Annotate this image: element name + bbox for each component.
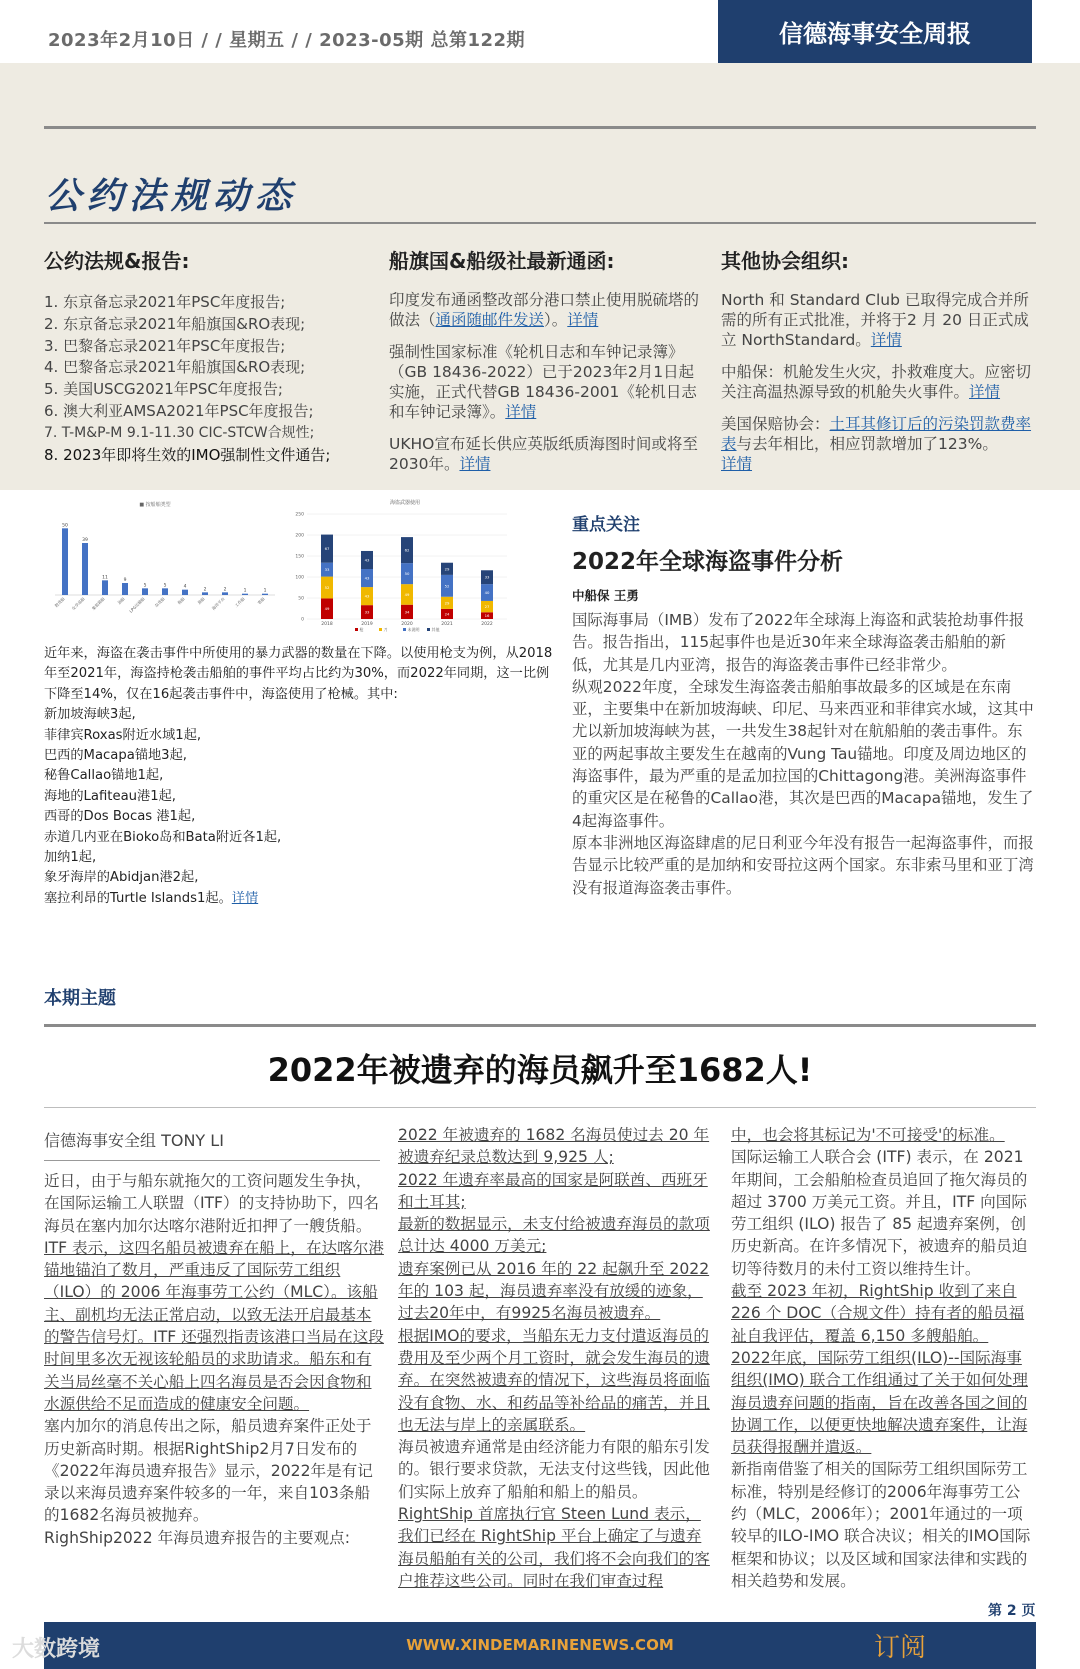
report-link-2[interactable]: 2. 东京备忘录2021年船旗国&RO表现; <box>44 314 306 333</box>
divider <box>44 222 1036 224</box>
details-link[interactable]: 详情 <box>505 403 537 421</box>
legend-label: 枪 <box>359 627 364 632</box>
details-link[interactable]: 详情 <box>567 311 599 329</box>
report-list <box>44 292 384 466</box>
bar <box>262 594 268 595</box>
data-label: 62 <box>404 547 410 553</box>
details-link[interactable]: 详情 <box>459 455 491 473</box>
data-label: 24 <box>444 611 450 617</box>
details-link[interactable]: 详情 <box>969 383 1001 401</box>
piracy-charts <box>45 497 555 637</box>
tick-label: 渔船 <box>196 596 206 606</box>
ship-type-chart <box>53 501 275 614</box>
theme-paragraph: RighShip2022 年海员遗弃报告的主要观点: <box>44 1528 350 1547</box>
footer-bar <box>44 1622 1036 1669</box>
divider <box>44 1160 380 1161</box>
divider <box>44 1024 1036 1027</box>
bar <box>82 543 88 595</box>
theme-paragraph: 塞内加尔的消息传出之际，船员遗弃案件正处于历史新高时期。根据RightShip2月7日发布的《2022年海员遗弃报告》显示，2022年是有记录以来海员遗弃案件较多的一年，来自103条船的1682名海员被抛弃。 <box>44 1417 373 1525</box>
bar <box>102 580 108 595</box>
tick-label: 0 <box>301 617 304 623</box>
theme-paragraph: 最新的数据显示，未支付给被遗弃海员的款项总计达 4000 万美元; <box>398 1215 710 1256</box>
theme-paragraph: 2022年底，国际劳工组织(ILO)--国际海事组织(IMO) 联合工作组通过了关于如何处理海员遗弃问题的指南，旨在改善各国之间的协调工作，以便更快地解决遗弃案件，让海员获得报酬并遣返。 <box>731 1348 1028 1457</box>
tick-label: 杂货船 <box>153 596 166 609</box>
brand-banner: 信德海事安全周报 <box>718 0 1032 63</box>
legend-label: 未说明 <box>407 627 420 632</box>
col1-heading: 公约法规&报告: <box>44 249 190 273</box>
data-label: 39 <box>82 538 88 543</box>
chart-title: ■ 按船舶类型 <box>139 502 171 508</box>
data-label: 27 <box>484 604 490 610</box>
incident-line: 秘鲁Callao锚地1起, <box>44 768 164 784</box>
data-label: 43 <box>364 557 370 563</box>
data-label: 1 <box>263 588 267 594</box>
tick-label: 工作船 <box>233 596 246 609</box>
tick-label: 2020 <box>401 622 413 627</box>
tick-label: 海洋平台 <box>210 596 226 612</box>
bar <box>182 590 188 595</box>
data-label: 9 <box>123 578 127 583</box>
incident-line: 象牙海岸的Abidjan港2起, <box>44 870 199 886</box>
data-label: 5 <box>143 583 147 589</box>
col2-heading: 船旗国&船级社最新通函: <box>389 249 615 273</box>
details-link[interactable]: 详情 <box>870 331 902 349</box>
tick-label: 油船 <box>116 596 126 606</box>
data-label: 43 <box>364 593 370 599</box>
focus-paragraph: 纵观2022年度，全球发生海盗袭击船舶事故最多的区域是在东南亚，主要集中在新加坡海峡、印尼、马来西亚和菲律宾水域，这其中尤以新加坡海峡为甚，一共发生38起针对在航船舶的袭击事件。东亚的两起事故主要发生在越南的Vung Tau锚地。印度及周边地区的海盗事件，最为严重的是孟加拉国的Chittagong港。美洲海盗事件的重灾区是在秘鲁的Callao港，其次是巴西的Macapa锚地，发生了4起海盗事件。 <box>572 677 1034 830</box>
details-link[interactable]: 详情 <box>231 890 259 906</box>
association-news <box>721 290 1041 486</box>
bar <box>162 588 168 595</box>
data-label: 34 <box>404 609 410 615</box>
divider <box>44 1107 1036 1108</box>
report-link-5[interactable]: 5. 美国USCG2021年PSC年度报告; <box>44 380 283 399</box>
tick-label: 200 <box>295 533 304 539</box>
theme-paragraph: ITF 表示，这四名船员被遗弃在船上，在达喀尔港锚地锚泊了数月，严重违反了国际劳工组织（ILO）的 2006 年海事劳工公约（MLC）。该船主、副机均无法正常启动，以致无法开启最基本的警告信号灯。ITF 还强烈指责该港口当局在这段时间里多次无视该轮船员的求助请求。船东和有关当局丝毫不关心船上四名海员是否会因食物和水源供给不足而造成的健康安全问题。 <box>44 1238 384 1413</box>
tick-label: 50 <box>298 596 304 602</box>
data-label: 4 <box>183 584 187 590</box>
focus-author: 中船保 王勇 <box>572 588 639 603</box>
bar <box>242 594 248 595</box>
legend-swatch <box>427 628 430 631</box>
tick-label: 2022 <box>481 622 493 627</box>
page-number: 第 2 页 <box>988 1603 1036 1619</box>
watermark: 大数跨境 <box>12 1637 101 1662</box>
col3-heading: 其他协会组织: <box>721 249 849 273</box>
data-label: 52 <box>444 583 450 589</box>
focus-paragraph: 国际海事局（IMB）发布了2022年全球海上海盗和武装抢劫事件报告。报告指出，115起事件也是近30年来全球海盗袭击船舶的新低，尤其是几内亚湾，报告的海盗袭击事件已经非常少。 <box>572 611 1025 674</box>
theme-paragraph: 中，也会将其标记为'不可接受'的标准。 <box>731 1126 1005 1144</box>
bar <box>202 592 208 595</box>
tick-label: LPG运输船 <box>128 596 146 614</box>
data-label: 49 <box>404 591 410 597</box>
legend-swatch <box>379 628 382 631</box>
data-label: 33 <box>364 609 370 615</box>
data-label: 50 <box>404 571 410 577</box>
theme-title: 2022年被遗弃的海员飙升至1682人! <box>267 1051 813 1089</box>
incident-line: 巴西的Macapa锚地3起, <box>44 748 187 764</box>
website-link[interactable]: WWW.XINDEMARINENEWS.COM <box>406 1636 674 1654</box>
divider <box>44 126 1036 129</box>
legend-label: 刀 <box>383 627 388 632</box>
tick-label: 集装箱船 <box>90 596 106 612</box>
notice-gb-standard: 强制性国家标准《轮机日志和车钟记录簿》（GB 18436-2022）已于2023年2月1日起实施，正式代替GB 18436-2001《轮机日志和车钟记录簿》。详情 <box>389 343 697 421</box>
tick-label: 2021 <box>441 622 453 627</box>
theme-paragraph: 截至 2023 年初，RightShip 收到了来自 226 个 DOC（合规文件）持有者的船员福祉自我评估，覆盖 6,150 多艘船舶。 <box>731 1282 1025 1345</box>
data-label: 16 <box>484 613 490 619</box>
theme-paragraph: 2022 年遗弃率最高的国家是阿联酋、西班牙和土耳其; <box>398 1170 708 1211</box>
data-label: 5 <box>163 583 167 589</box>
data-label: 40 <box>484 590 490 596</box>
data-label: 33 <box>484 574 490 580</box>
fine-table-link[interactable]: 土耳其修订后的污染罚款费率表 <box>721 415 1032 453</box>
data-label: 2 <box>203 587 207 593</box>
focus-tag: 重点关注 <box>572 515 640 535</box>
theme-author: 信德海事安全组 TONY LI <box>44 1131 224 1150</box>
report-link-3[interactable]: 3. 巴黎备忘录2021年PSC年度报告; <box>44 336 286 355</box>
incident-line: 赤道几内亚在Bioko岛和Bata附近各1起, <box>44 829 282 845</box>
bar <box>142 588 148 595</box>
subscribe-button[interactable]: 订阅 <box>874 1633 927 1663</box>
data-label: 2 <box>223 587 227 593</box>
theme-paragraph: RightShip 首席执行官 Steen Lund 表示，我们已经在 RightShip 平台上确定了与遗弃海员船舶有关的公司，我们将不会向我们的客户推荐这些公司。同时在我们审查过程 <box>398 1505 710 1590</box>
tick-label: 散货船 <box>53 596 66 609</box>
report-link-1[interactable]: 1. 东京备忘录2021年PSC年度报告; <box>44 293 286 311</box>
data-label: 67 <box>324 546 330 552</box>
focus-paragraph: 原本非洲地区海盗肆虐的尼日利亚今年没有报告一起海盗事件，而报告显示比较严重的是加纳和安哥拉这两个国家。东非索马里和亚丁湾没有报道海盗袭击事件。 <box>572 833 1034 897</box>
data-label: 33 <box>324 567 330 573</box>
news-cpi-fire: 中船保：机舱发生火灾，扑救难度大。应密切关注高温热源导致的机舱失火事件。详情 <box>721 363 1032 401</box>
tick-label: 2018 <box>321 622 333 627</box>
notice-ukho: UKHO宣布延长供应英版纸质海图时间或将至2030年。详情 <box>389 435 698 473</box>
legend-label: 其他 <box>431 627 440 632</box>
tick-label: 100 <box>295 575 304 581</box>
incident-line: 新加坡海峡3起, <box>44 707 136 723</box>
theme-column-3 <box>731 1124 1031 1592</box>
theme-column-1 <box>44 1170 384 1549</box>
incident-line: 加纳1起, <box>44 850 97 866</box>
piracy-weapons-text <box>44 644 554 909</box>
focus-body <box>572 609 1034 899</box>
section-title: 公约法规动态 <box>45 176 298 217</box>
report-link-8[interactable]: 8. 2023年即将生效的IMO强制性文件通告; <box>44 445 331 464</box>
report-link-6[interactable]: 6. 澳大利亚AMSA2021年PSC年度报告; <box>44 401 314 420</box>
legend-swatch <box>355 628 358 631</box>
issue-date-line: 2023年2月10日 / / 星期五 / / 2023-05期 总第122期 <box>48 30 526 51</box>
data-label: 52 <box>324 585 330 590</box>
data-label: 29 <box>444 566 450 572</box>
tick-label: 2019 <box>361 622 373 627</box>
details-link[interactable]: 详情 <box>721 455 753 473</box>
theme-paragraph: 新指南借鉴了相关的国际劳工组织国际劳工标准，特别是经修订的2006年海事劳工公约（MLC，2006年）；2001年通过的一项较早的ILO-IMO 联合决议；相关的IMO国际框架和协议；以及区域和国家法律和实践的相关趋势和发展。 <box>731 1460 1031 1590</box>
focus-title: 2022年全球海盗事件分析 <box>572 549 844 575</box>
theme-paragraph: 2022 年被遗弃的 1682 名海员使过去 20 年被遗弃纪录总数达到 9,925 人; <box>398 1126 710 1167</box>
data-label: 49 <box>324 606 330 612</box>
circular-link[interactable]: 通函随邮件发送 <box>435 311 545 329</box>
legend-swatch <box>403 628 406 631</box>
theme-paragraph: 国际运输工人联合会 (ITF) 表示，在 2021 年期间，工会船舶检查员追回了拖欠海员的超过 3700 万美元工资。并且，ITF 向国际劳工组织 (ILO) 报告了 85 起遗弃案例，创历史新高。在许多情况下，被遗弃的船员迫切等待数月的未付工资以维持生计。 <box>731 1148 1028 1278</box>
news-turkey-fines: 美国保赔协会：土耳其修订后的污染罚款费率表与去年相比，相应罚款增加了123%。 详情 <box>721 415 1032 473</box>
flag-notices <box>389 290 709 486</box>
theme-paragraph: 海员被遗弃通常是由经济能力有限的船东引发的。银行要求贷款，无法支付这些钱，因此他们实际上放弃了船舶和船上的船员。 <box>398 1438 710 1501</box>
tick-label: 客船 <box>256 596 266 606</box>
incident-line: 海地的Lafiteau港1起, <box>44 788 176 804</box>
theme-paragraph: 近日，由于与船东就拖欠的工资问题发生争执，在国际运输工人联盟（ITF）的支持协助下，四名海员在塞内加尔达喀尔港附近扣押了一艘货船。 <box>44 1172 379 1235</box>
tick-label: 化学品船 <box>70 596 86 612</box>
weapons-intro: 近年来，海盗在袭击事件中所使用的暴力武器的数量在下降。以使用枪支为例，从2018年至2021年，海盗持枪袭击船舶的事件平均占比约为30%，而2022年同期，这一比例下降至14%，仅在16起袭击事件中，海盗使用了枪械。其中: <box>44 646 553 702</box>
theme-column-2 <box>398 1124 710 1592</box>
tick-label: 250 <box>295 512 304 518</box>
data-label: 29 <box>444 600 450 606</box>
data-label: 43 <box>364 575 370 581</box>
tick-label: 150 <box>295 554 304 560</box>
news-northstandard: North 和 Standard Club 已取得完成合并所需的所有正式批准，并将于2 月 20 日正式成立 NorthStandard。详情 <box>721 291 1029 349</box>
bar <box>222 592 228 595</box>
theme-tag: 本期主题 <box>44 988 116 1009</box>
data-label: 50 <box>62 523 68 529</box>
chart-title: 海盗武器使用 <box>389 500 421 506</box>
notice-india: 印度发布通函整改部分港口禁止使用脱硫塔的做法（通函随邮件发送）。详情 <box>389 291 700 329</box>
bar <box>62 528 68 595</box>
theme-paragraph: 根据IMO的要求，当船东无力支付遣返海员的费用及至少两个月工资时，就会发生海员的遗弃。在突然被遗弃的情况下，这些海员将面临没有食物、水、和药品等补给品的痛苦，并且也无法与岸上的亲属联系。 <box>398 1326 710 1434</box>
report-link-4[interactable]: 4. 巴黎备忘录2021年船旗国&RO表现; <box>44 358 306 377</box>
report-link-7[interactable]: 7. T-M&P-M 9.1-11.30 CIC-STCW合规性; <box>44 424 315 441</box>
data-label: 11 <box>102 575 108 581</box>
incident-line: 塞拉利昂的Turtle Islands1起。详情 <box>44 890 259 906</box>
weapon-use-chart <box>295 499 507 632</box>
tick-label: 拖船 <box>176 596 186 606</box>
bar <box>122 583 128 595</box>
theme-paragraph: 遗弃案例已从 2016 年的 22 起飙升至 2022 年的 103 起，海员遗弃率没有放缓的迹象，过去20年中，有9925名海员被遗弃。 <box>398 1259 710 1323</box>
data-label: 1 <box>243 588 247 594</box>
incident-line: 西哥的Dos Bocas 港1起, <box>44 809 196 825</box>
incident-line: 菲律宾Roxas附近水域1起, <box>44 727 202 743</box>
